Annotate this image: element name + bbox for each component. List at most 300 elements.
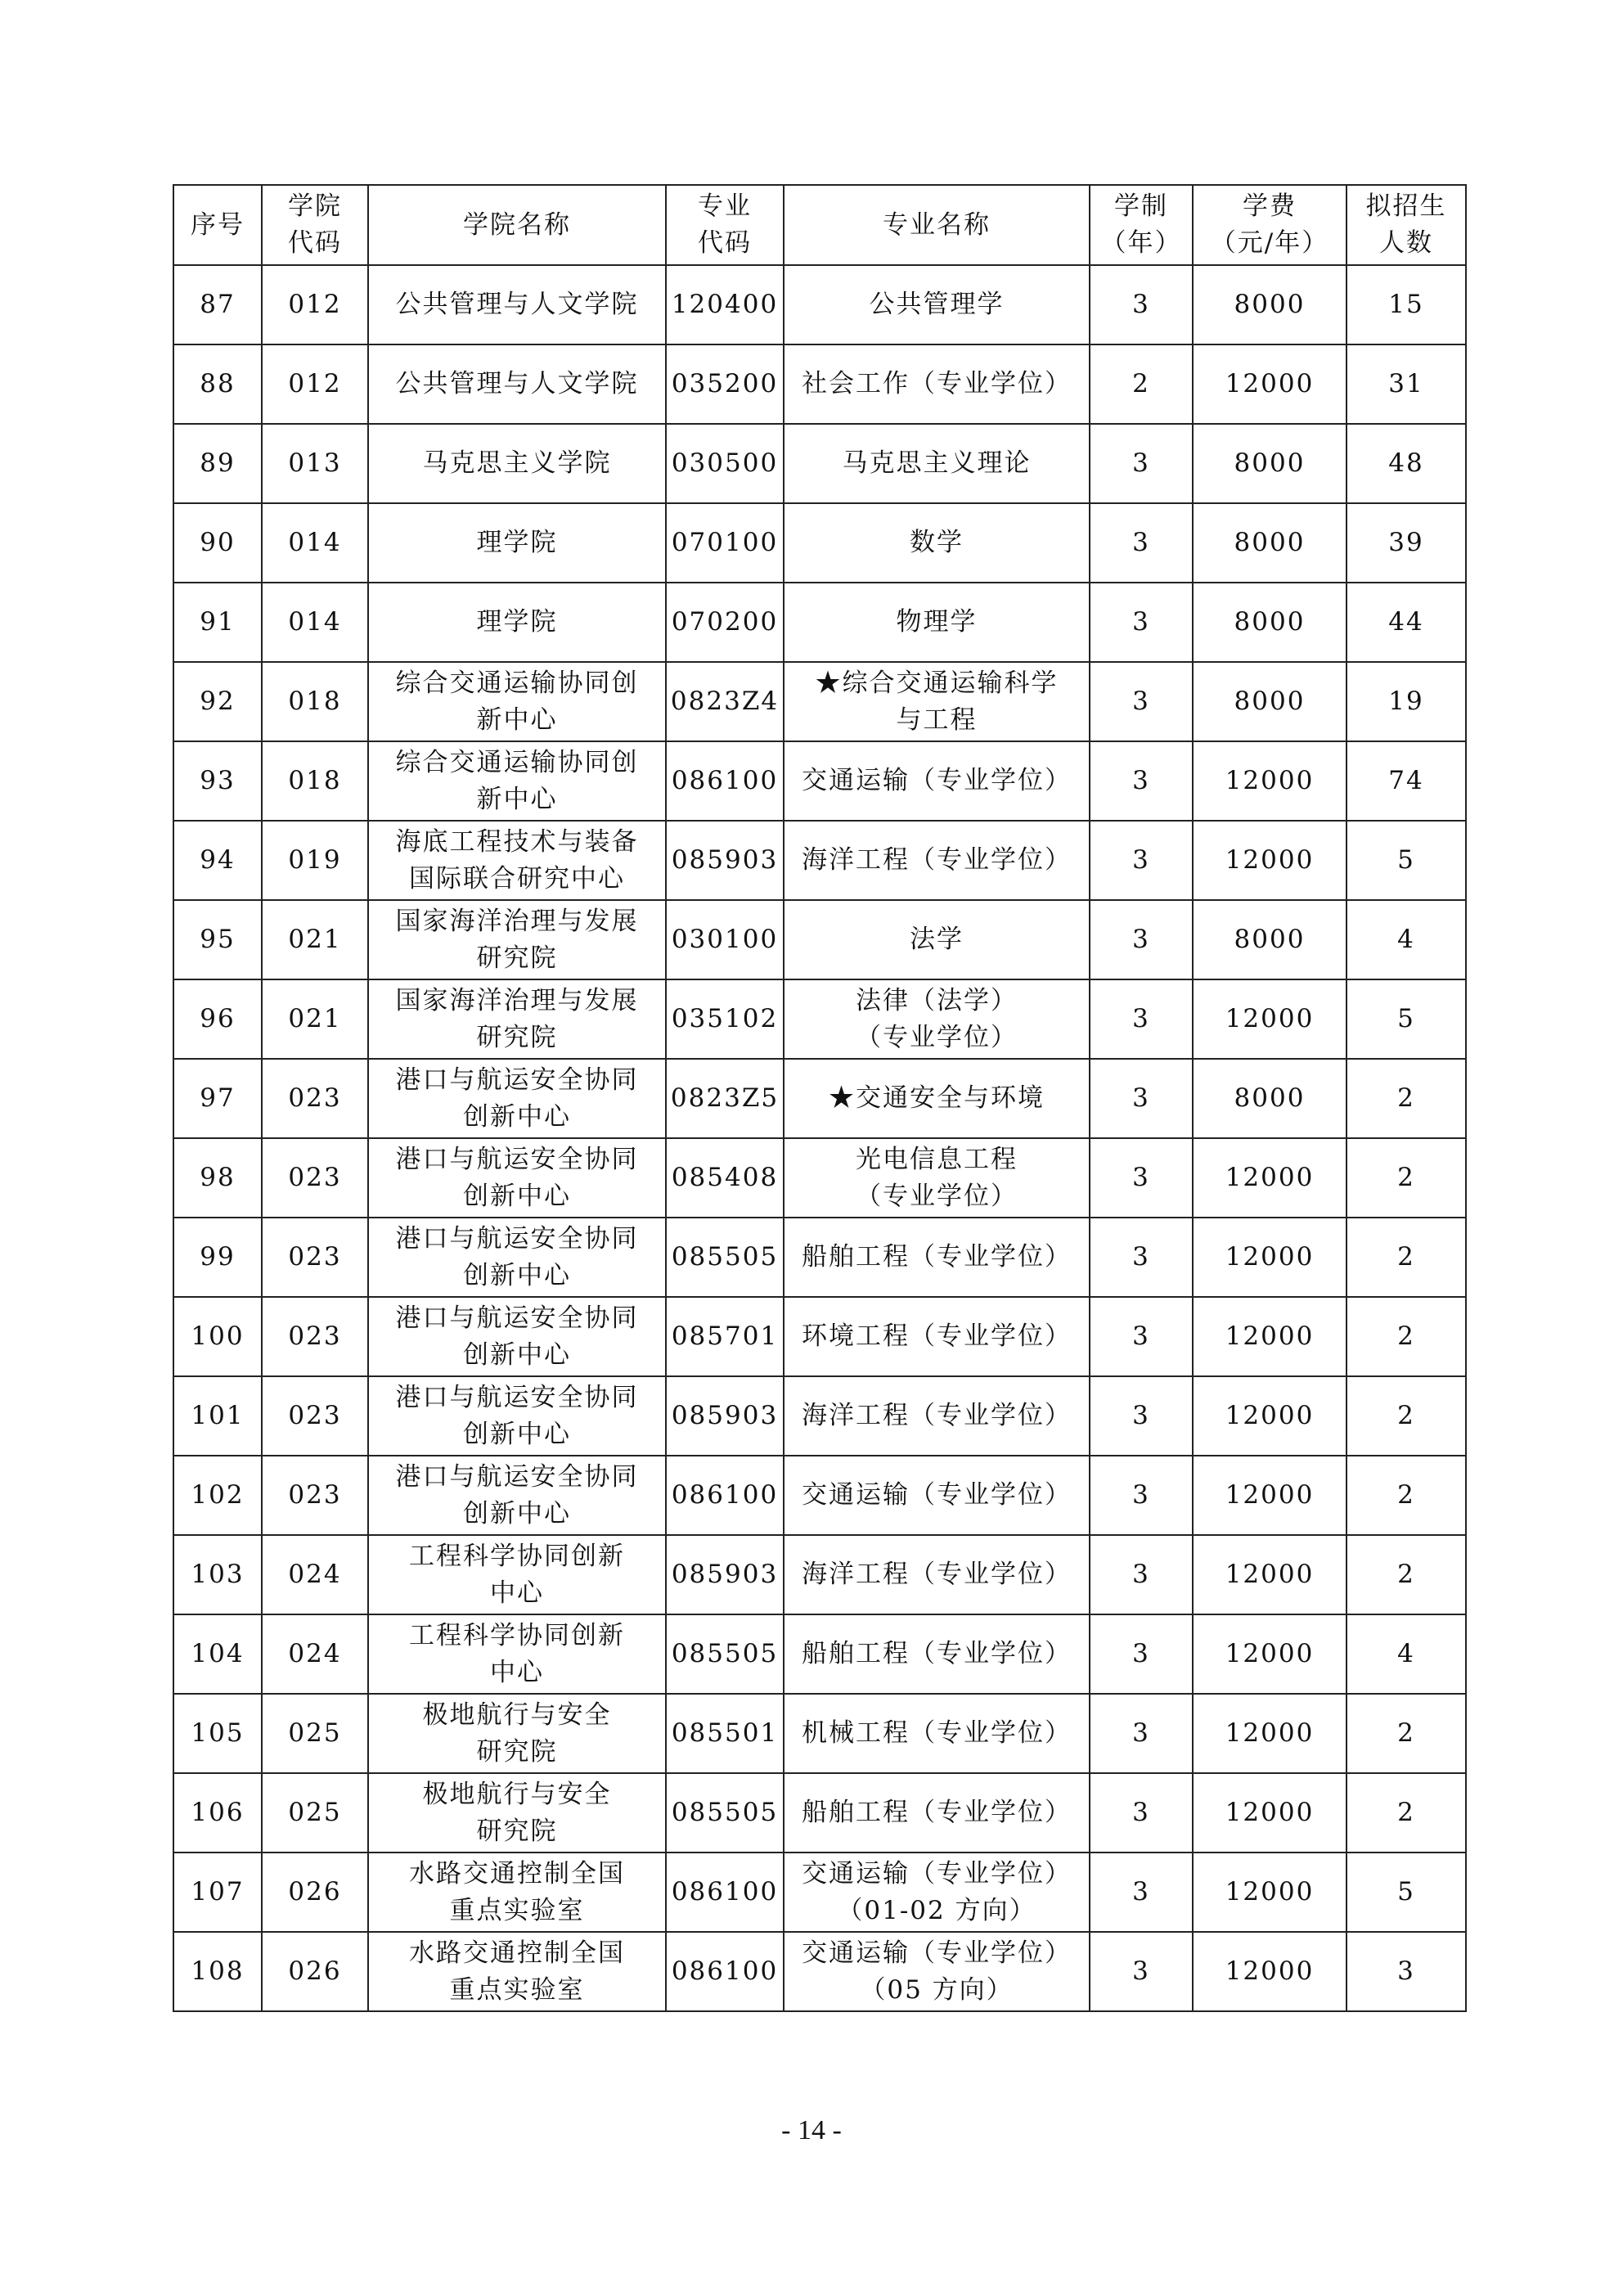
cell-major-name [784,821,1090,900]
cell-line: 12000 [1225,1956,1315,1986]
table-header-row [173,185,1466,265]
cell-college-name [368,821,666,900]
table-row [173,1932,1466,2011]
cell-line: 024 [288,1639,342,1668]
cell-line: 023 [288,1083,342,1113]
cell-line: 机械工程（专业学位） [802,1718,1072,1748]
cell-line: 2 [1397,1242,1415,1272]
cell-tuition [1193,344,1347,424]
cell-college-name [368,583,666,662]
cell-major-code [666,583,784,662]
cell-duration [1090,1059,1193,1138]
cell-line: 社会工作（专业学位） [802,369,1072,398]
cell-line: 3 [1132,1798,1150,1827]
cell-line: 2 [1397,1480,1415,1510]
cell-line: 035102 [671,1004,779,1033]
cell-line: 综合交通运输协同创 [395,747,639,777]
cell-major-name [784,1059,1090,1138]
cell-major-code [666,1218,784,1297]
cell-line: 12000 [1225,369,1315,398]
cell-line: 研究院 [476,1022,558,1052]
cell-duration [1090,1297,1193,1376]
cell-tuition [1193,1376,1347,1456]
cell-line: 070100 [671,528,779,557]
cell-line: 3 [1132,1004,1150,1033]
cell-college-name [368,1138,666,1218]
cell-line: 100 [191,1321,245,1351]
cell-line: 专业名称 [883,209,991,240]
cell-enrollment [1347,900,1466,979]
cell-line: 学院名称 [463,209,571,240]
cell-line: 013 [288,448,342,478]
table-row [173,1456,1466,1535]
cell-line: 48 [1388,448,1424,478]
cell-major-code [666,503,784,583]
cell-college-code [262,979,368,1059]
cell-major-code [666,1297,784,1376]
cell-line: 创新中心 [463,1181,571,1211]
cell-major-code [666,900,784,979]
cell-major-code [666,265,784,344]
cell-line: 3 [1132,845,1150,875]
cell-major-name [784,1773,1090,1853]
cell-line: 101 [191,1401,245,1430]
cell-enrollment [1347,1297,1466,1376]
cell-college-code [262,1853,368,1932]
header-seq [173,185,262,265]
cell-tuition [1193,662,1347,741]
cell-college-name [368,662,666,741]
cell-line: 重点实验室 [449,1974,585,2005]
cell-line: 025 [288,1798,342,1827]
cell-major-name [784,1218,1090,1297]
cell-college-name [368,1694,666,1773]
cell-line: 085505 [671,1639,779,1668]
cell-college-name [368,1535,666,1614]
cell-tuition [1193,1694,1347,1773]
cell-college-code [262,1297,368,1376]
cell-line: 港口与航运安全协同 [395,1144,639,1174]
cell-line: 3 [1132,1242,1150,1272]
cell-line: 8000 [1234,448,1306,478]
cell-line: 12000 [1225,1639,1315,1668]
cell-line: 085408 [671,1163,779,1192]
cell-line: 国家海洋治理与发展 [395,985,639,1015]
table-row [173,265,1466,344]
cell-seq [173,344,262,424]
cell-line: 023 [288,1401,342,1430]
cell-line: 12000 [1225,1798,1315,1827]
table-row [173,1853,1466,1932]
cell-tuition [1193,1059,1347,1138]
cell-line: 024 [288,1560,342,1589]
cell-enrollment [1347,265,1466,344]
cell-line: 船舶工程（专业学位） [802,1798,1072,1827]
cell-college-code [262,265,368,344]
cell-line: 12000 [1225,1401,1315,1430]
cell-line: 研究院 [476,1816,558,1846]
cell-line: 74 [1388,766,1424,795]
cell-enrollment [1347,1535,1466,1614]
cell-line: 马克思主义理论 [842,448,1032,478]
cell-line: 39 [1388,528,1424,557]
cell-line: 极地航行与安全 [422,1779,612,1809]
cell-line: 2 [1397,1401,1415,1430]
cell-enrollment [1347,821,1466,900]
cell-line: 021 [288,925,342,954]
cell-college-code [262,662,368,741]
cell-line: 新中心 [476,705,558,735]
cell-line: 085701 [671,1321,779,1351]
cell-line: 12000 [1225,1560,1315,1589]
cell-line: 马克思主义学院 [422,448,612,478]
cell-line: 085903 [671,1401,779,1430]
cell-line: （05 方向） [860,1974,1014,2005]
cell-tuition [1193,1614,1347,1694]
cell-enrollment [1347,1932,1466,2011]
cell-duration [1090,741,1193,821]
cell-line: 3 [1132,925,1150,954]
cell-duration [1090,1932,1193,2011]
cell-line: 国家海洋治理与发展 [395,906,639,936]
cell-major-name [784,344,1090,424]
cell-line: 92 [200,687,236,716]
cell-college-code [262,1218,368,1297]
cell-college-name [368,344,666,424]
cell-line: ★综合交通运输科学 [815,668,1059,698]
cell-line: 12000 [1225,845,1315,875]
cell-seq [173,1376,262,1456]
cell-line: 99 [200,1242,236,1272]
cell-line: 港口与航运安全协同 [395,1461,639,1492]
cell-tuition [1193,1138,1347,1218]
cell-line: 023 [288,1321,342,1351]
cell-line: 理学院 [476,528,558,557]
table-row [173,1376,1466,1456]
cell-line: 105 [191,1718,245,1748]
cell-tuition [1193,424,1347,503]
cell-line: 102 [191,1480,245,1510]
cell-line: 研究院 [476,1736,558,1767]
table-row [173,821,1466,900]
cell-duration [1090,1853,1193,1932]
cell-major-code [666,344,784,424]
cell-line: 8000 [1234,1083,1306,1113]
cell-line: 023 [288,1163,342,1192]
cell-college-name [368,900,666,979]
cell-college-code [262,1773,368,1853]
cell-line: 港口与航运安全协同 [395,1382,639,1412]
cell-duration [1090,344,1193,424]
cell-line: 创新中心 [463,1498,571,1528]
table-row [173,583,1466,662]
cell-line: 理学院 [476,607,558,637]
cell-line: 025 [288,1718,342,1748]
cell-line: 法律（法学） [856,985,1018,1015]
cell-seq [173,979,262,1059]
cell-line: 8000 [1234,290,1306,319]
cell-seq [173,1853,262,1932]
cell-line: 023 [288,1242,342,1272]
cell-duration [1090,1376,1193,1456]
cell-line: 3 [1132,1560,1150,1589]
cell-tuition [1193,1218,1347,1297]
cell-line: 12000 [1225,1877,1315,1907]
cell-line: 水路交通控制全国 [409,1938,625,1968]
cell-line: 船舶工程（专业学位） [802,1242,1072,1272]
cell-line: 3 [1132,1639,1150,1668]
cell-line: 数学 [910,528,964,557]
cell-tuition [1193,979,1347,1059]
cell-duration [1090,1138,1193,1218]
cell-line: （元/年） [1210,228,1329,258]
cell-line: 085505 [671,1242,779,1272]
cell-line: 3 [1132,1401,1150,1430]
cell-seq [173,265,262,344]
cell-duration [1090,503,1193,583]
cell-enrollment [1347,1773,1466,1853]
cell-line: 3 [1132,1877,1150,1907]
cell-line: 3 [1132,1718,1150,1748]
cell-line: 环境工程（专业学位） [802,1321,1072,1351]
cell-line: 085505 [671,1798,779,1827]
cell-major-code [666,1932,784,2011]
cell-line: 序号 [191,209,245,240]
cell-line: 公共管理与人文学院 [395,290,639,319]
cell-line: 12000 [1225,1321,1315,1351]
cell-line: 89 [200,448,236,478]
cell-line: 工程科学协同创新 [409,1620,625,1650]
cell-duration [1090,1456,1193,1535]
header-tuition [1193,185,1347,265]
table-row [173,1773,1466,1853]
cell-line: 5 [1397,1877,1415,1907]
table-row [173,1218,1466,1297]
cell-line: 98 [200,1163,236,1192]
cell-line: 人数 [1379,228,1433,258]
cell-line: 120400 [671,290,779,319]
cell-duration [1090,1694,1193,1773]
cell-major-code [666,1614,784,1694]
cell-major-code [666,741,784,821]
cell-college-code [262,344,368,424]
cell-line: 12000 [1225,766,1315,795]
cell-duration [1090,979,1193,1059]
cell-college-code [262,1614,368,1694]
cell-major-name [784,1535,1090,1614]
cell-enrollment [1347,1376,1466,1456]
table-row [173,979,1466,1059]
cell-college-name [368,1218,666,1297]
cell-college-name [368,1376,666,1456]
cell-major-name [784,1853,1090,1932]
cell-line: 法学 [910,925,964,954]
table-row [173,1614,1466,1694]
cell-tuition [1193,503,1347,583]
cell-line: 光电信息工程 [856,1144,1018,1174]
cell-line: 3 [1132,528,1150,557]
cell-line: 4 [1397,925,1415,954]
cell-line: 44 [1388,607,1424,637]
cell-line: 交通运输（专业学位） [802,766,1072,795]
cell-line: 026 [288,1956,342,1986]
table-row [173,1535,1466,1614]
cell-major-code [666,1138,784,1218]
cell-line: 104 [191,1639,245,1668]
cell-duration [1090,265,1193,344]
cell-college-name [368,1059,666,1138]
cell-major-name [784,1694,1090,1773]
cell-college-code [262,741,368,821]
cell-line: 026 [288,1877,342,1907]
cell-line: 5 [1397,1004,1415,1033]
cell-college-code [262,1694,368,1773]
cell-tuition [1193,1773,1347,1853]
cell-line: 综合交通运输协同创 [395,668,639,698]
cell-line: 086100 [671,1480,779,1510]
cell-college-code [262,583,368,662]
table-row [173,344,1466,424]
cell-line: 港口与航运安全协同 [395,1303,639,1333]
cell-college-code [262,503,368,583]
cell-duration [1090,424,1193,503]
cell-line: 103 [191,1560,245,1589]
cell-line: 94 [200,845,236,875]
cell-enrollment [1347,1138,1466,1218]
cell-line: 海洋工程（专业学位） [802,1401,1072,1430]
cell-major-code [666,1694,784,1773]
cell-line: 086100 [671,1877,779,1907]
cell-college-name [368,1297,666,1376]
cell-duration [1090,662,1193,741]
cell-line: 3 [1132,1956,1150,1986]
cell-line: ★交通安全与环境 [829,1083,1045,1113]
cell-line: 12000 [1225,1718,1315,1748]
cell-tuition [1193,821,1347,900]
cell-line: 创新中心 [463,1101,571,1132]
cell-college-code [262,424,368,503]
cell-seq [173,821,262,900]
cell-enrollment [1347,503,1466,583]
cell-line: 12000 [1225,1242,1315,1272]
cell-college-name [368,503,666,583]
cell-line: 工程科学协同创新 [409,1541,625,1571]
cell-seq [173,900,262,979]
cell-enrollment [1347,1456,1466,1535]
cell-line: 水路交通控制全国 [409,1858,625,1889]
cell-line: 12000 [1225,1480,1315,1510]
table-row [173,1694,1466,1773]
cell-enrollment [1347,662,1466,741]
cell-seq [173,1218,262,1297]
cell-line: 97 [200,1083,236,1113]
table-row [173,1138,1466,1218]
cell-line: 31 [1388,369,1424,398]
cell-seq [173,583,262,662]
cell-duration [1090,583,1193,662]
cell-line: （专业学位） [856,1181,1018,1211]
cell-tuition [1193,741,1347,821]
cell-major-name [784,741,1090,821]
cell-enrollment [1347,1059,1466,1138]
cell-line: 085501 [671,1718,779,1748]
cell-line: 12000 [1225,1004,1315,1033]
cell-line: 93 [200,766,236,795]
cell-seq [173,503,262,583]
cell-line: 与工程 [896,705,978,735]
cell-tuition [1193,1456,1347,1535]
cell-line: 3 [1132,766,1150,795]
cell-major-code [666,979,784,1059]
cell-line: 2 [1397,1083,1415,1113]
header-college-name [368,185,666,265]
cell-line: 船舶工程（专业学位） [802,1639,1072,1668]
cell-line: 创新中心 [463,1339,571,1370]
cell-line: 创新中心 [463,1419,571,1449]
table-row [173,424,1466,503]
cell-line: 070200 [671,607,779,637]
cell-line: 8000 [1234,607,1306,637]
cell-line: 代码 [698,228,752,258]
cell-line: （年） [1100,228,1182,258]
header-enrollment [1347,185,1466,265]
cell-line: 拟招生 [1365,191,1447,221]
cell-line: 030100 [671,925,779,954]
cell-line: 海洋工程（专业学位） [802,845,1072,875]
table-row [173,1059,1466,1138]
cell-line: 018 [288,687,342,716]
cell-line: 2 [1397,1163,1415,1192]
cell-major-name [784,979,1090,1059]
cell-line: 0823Z5 [670,1083,780,1113]
table-row [173,741,1466,821]
cell-line: 8000 [1234,687,1306,716]
cell-line: 4 [1397,1639,1415,1668]
cell-line: 学制 [1114,191,1168,221]
cell-major-name [784,662,1090,741]
cell-college-name [368,1456,666,1535]
cell-college-code [262,1376,368,1456]
cell-college-name [368,979,666,1059]
cell-line: 3 [1132,448,1150,478]
cell-tuition [1193,1535,1347,1614]
cell-duration [1090,1218,1193,1297]
cell-line: 014 [288,528,342,557]
cell-major-name [784,1614,1090,1694]
page-number: - 14 - [781,2115,842,2145]
header-major-name [784,185,1090,265]
cell-college-code [262,1535,368,1614]
cell-line: 3 [1132,290,1150,319]
cell-major-code [666,424,784,503]
cell-line: 国际联合研究中心 [409,863,625,894]
cell-duration [1090,1773,1193,1853]
cell-line: （专业学位） [856,1022,1018,1052]
table-row [173,662,1466,741]
cell-major-code [666,1059,784,1138]
cell-line: 2 [1397,1798,1415,1827]
cell-line: 公共管理学 [869,290,1005,319]
cell-major-code [666,1853,784,1932]
cell-line: （01-02 方向） [837,1895,1036,1925]
table-body [173,265,1466,2011]
cell-tuition [1193,1853,1347,1932]
cell-major-code [666,1376,784,1456]
cell-line: 研究院 [476,943,558,973]
cell-line: 5 [1397,845,1415,875]
cell-line: 91 [200,607,236,637]
cell-line: 085903 [671,1560,779,1589]
